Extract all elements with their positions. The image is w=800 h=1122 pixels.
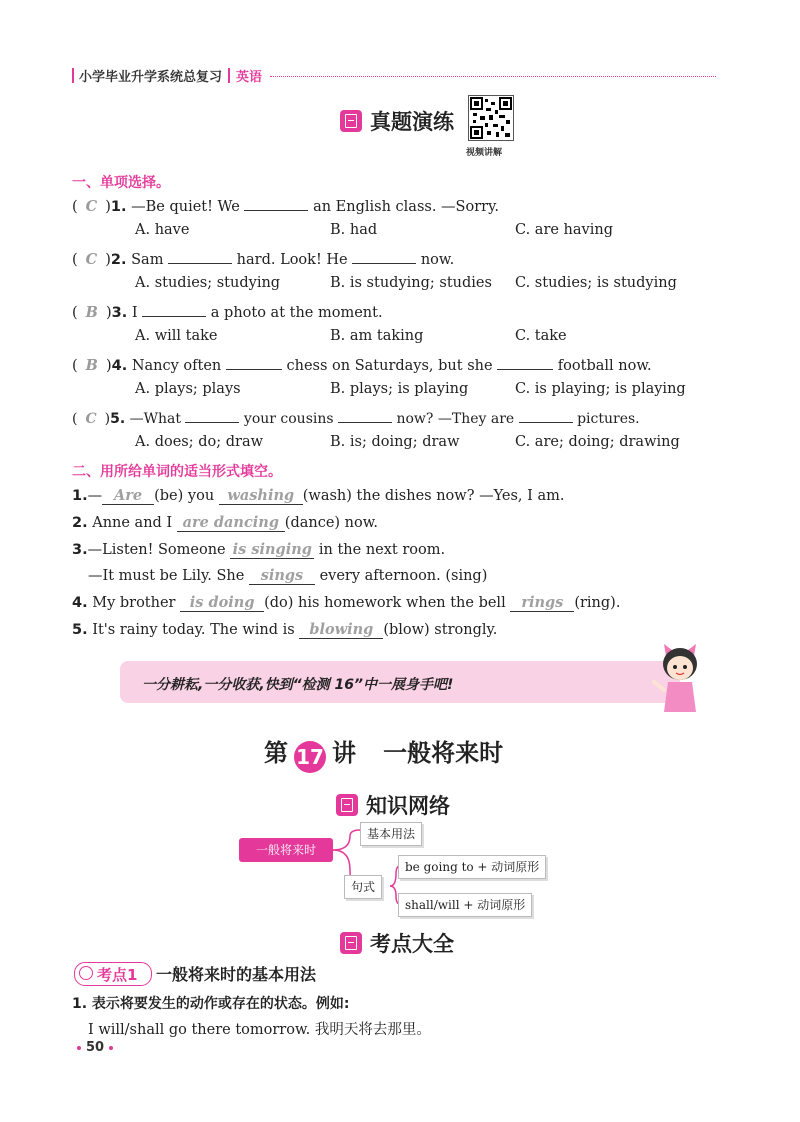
usage-heading: 1. 表示将要发生的动作或存在的状态。例如: bbox=[72, 996, 350, 1012]
girl-illustration-icon bbox=[650, 642, 710, 712]
question-3-answer: B bbox=[85, 304, 98, 321]
fill-question-3-line2: —It must be Lily. She sings every afternoon. (sing) bbox=[88, 567, 488, 584]
part1-heading: 一、单项选择。 bbox=[72, 175, 170, 191]
fill-answer[interactable]: is doing bbox=[180, 594, 264, 612]
option-c: C. is playing; is playing bbox=[515, 381, 686, 397]
banner-text: 一分耕耘,一分收获,快到“检测 16”中一展身手吧! bbox=[142, 677, 454, 693]
lecture-number-badge: 17 bbox=[294, 741, 326, 773]
option-b: B. had bbox=[330, 222, 378, 238]
question-4: ( B )4. Nancy often chess on Saturdays, but she football now. bbox=[72, 357, 652, 374]
header-divider bbox=[228, 68, 230, 83]
key-point-title: 一般将来时的基本用法 bbox=[156, 965, 317, 984]
section-title-text: 真题演练 bbox=[370, 110, 454, 134]
mindmap-leaf-shall-will: shall/will + 动词原形 bbox=[398, 893, 532, 917]
running-header bbox=[72, 66, 716, 86]
mindmap-root: 一般将来时 bbox=[239, 838, 333, 862]
target-icon bbox=[79, 966, 93, 980]
option-b: B. is studying; studies bbox=[330, 275, 492, 291]
lecture-title: 第 17 讲 一般将来时 bbox=[264, 733, 564, 769]
fill-answer[interactable]: rings bbox=[510, 594, 574, 612]
mindmap-node-basic-usage: 基本用法 bbox=[360, 822, 422, 846]
option-a: A. will take bbox=[135, 328, 218, 344]
fill-answer[interactable]: sings bbox=[249, 567, 315, 585]
book-icon bbox=[336, 794, 358, 816]
answer-blank[interactable] bbox=[142, 302, 206, 317]
girl-mascot bbox=[650, 642, 710, 712]
page-number: 50 bbox=[72, 1040, 118, 1055]
fill-question-3: 3.—Listen! Someone is singing in the next room. bbox=[72, 541, 446, 558]
option-c: C. are having bbox=[515, 222, 613, 238]
header-subject: 英语 bbox=[236, 70, 263, 85]
qr-code[interactable] bbox=[468, 95, 514, 141]
fill-answer[interactable]: washing bbox=[219, 487, 303, 505]
answer-blank[interactable] bbox=[244, 196, 308, 211]
lecture-topic: 一般将来时 bbox=[383, 739, 504, 767]
option-a: A. studies; studying bbox=[135, 275, 281, 291]
option-b: B. am taking bbox=[330, 328, 424, 344]
fill-question-2: 2. Anne and I are dancing (dance) now. bbox=[72, 514, 379, 531]
mindmap-leaf-be-going-to: be going to + 动词原形 bbox=[398, 855, 546, 879]
answer-blank[interactable] bbox=[497, 355, 553, 370]
fill-question-1: 1.— Are (be) you washing (wash) the dishes now? —Yes, I am. bbox=[72, 487, 565, 504]
fill-answer[interactable]: are dancing bbox=[177, 514, 285, 532]
option-b: B. is; doing; draw bbox=[330, 434, 460, 450]
key-point-badge: 考点1 bbox=[74, 962, 152, 986]
option-c: C. take bbox=[515, 328, 567, 344]
fill-answer[interactable]: is singing bbox=[230, 541, 314, 559]
mindmap-node-sentence-pattern: 句式 bbox=[344, 875, 382, 899]
option-b: B. plays; is playing bbox=[330, 381, 469, 397]
fill-question-4: 4. My brother is doing (do) his homework when the bell rings (ring). bbox=[72, 594, 621, 611]
question-5-answer: C bbox=[85, 411, 97, 427]
answer-blank[interactable] bbox=[519, 408, 573, 423]
qr-code-icon bbox=[469, 96, 513, 140]
question-2: ( C )2. Sam hard. Look! He now. bbox=[72, 251, 455, 268]
fill-question-5: 5. It's rainy today. The wind is blowing (blow) strongly. bbox=[72, 621, 498, 638]
section-title-knowledge bbox=[336, 790, 450, 820]
question-5: ( C )5. —What your cousins now? —They are pictures. bbox=[72, 408, 640, 427]
option-a: A. plays; plays bbox=[135, 381, 241, 397]
section-title-key-points bbox=[340, 928, 454, 958]
option-c: C. studies; is studying bbox=[515, 275, 677, 291]
answer-blank[interactable] bbox=[352, 249, 416, 264]
usage-example: I will/shall go there tomorrow. 我明天将去那里。 bbox=[88, 1022, 431, 1038]
notebook-icon bbox=[340, 932, 362, 954]
question-1-answer: C bbox=[85, 198, 98, 215]
qr-label: 视频讲解 bbox=[466, 148, 503, 158]
part2-heading: 二、用所给单词的适当形式填空。 bbox=[72, 464, 282, 480]
question-2-answer: C bbox=[85, 251, 98, 268]
question-1: ( C )1. —Be quiet! We an English class. —Sorry. bbox=[72, 198, 499, 215]
answer-blank[interactable] bbox=[226, 355, 282, 370]
section-title-text: 考点大全 bbox=[370, 932, 454, 956]
header-divider bbox=[72, 68, 74, 83]
option-a: A. have bbox=[135, 222, 190, 238]
option-c: C. are; doing; drawing bbox=[515, 434, 680, 450]
answer-blank[interactable] bbox=[168, 249, 232, 264]
question-3: ( B )3. I a photo at the moment. bbox=[72, 304, 383, 321]
section-title-practice bbox=[340, 106, 454, 136]
option-a: A. does; do; draw bbox=[135, 434, 263, 450]
fill-answer[interactable]: blowing bbox=[299, 621, 383, 639]
header-dotted-rule bbox=[270, 76, 716, 77]
document-icon bbox=[340, 110, 362, 132]
answer-blank[interactable] bbox=[185, 408, 239, 423]
question-4-answer: B bbox=[85, 357, 98, 374]
header-book-title: 小学毕业升学系统总复习 bbox=[79, 70, 223, 85]
fill-answer[interactable]: Are bbox=[102, 487, 154, 505]
answer-blank[interactable] bbox=[338, 408, 392, 423]
section-title-text: 知识网络 bbox=[366, 794, 450, 818]
